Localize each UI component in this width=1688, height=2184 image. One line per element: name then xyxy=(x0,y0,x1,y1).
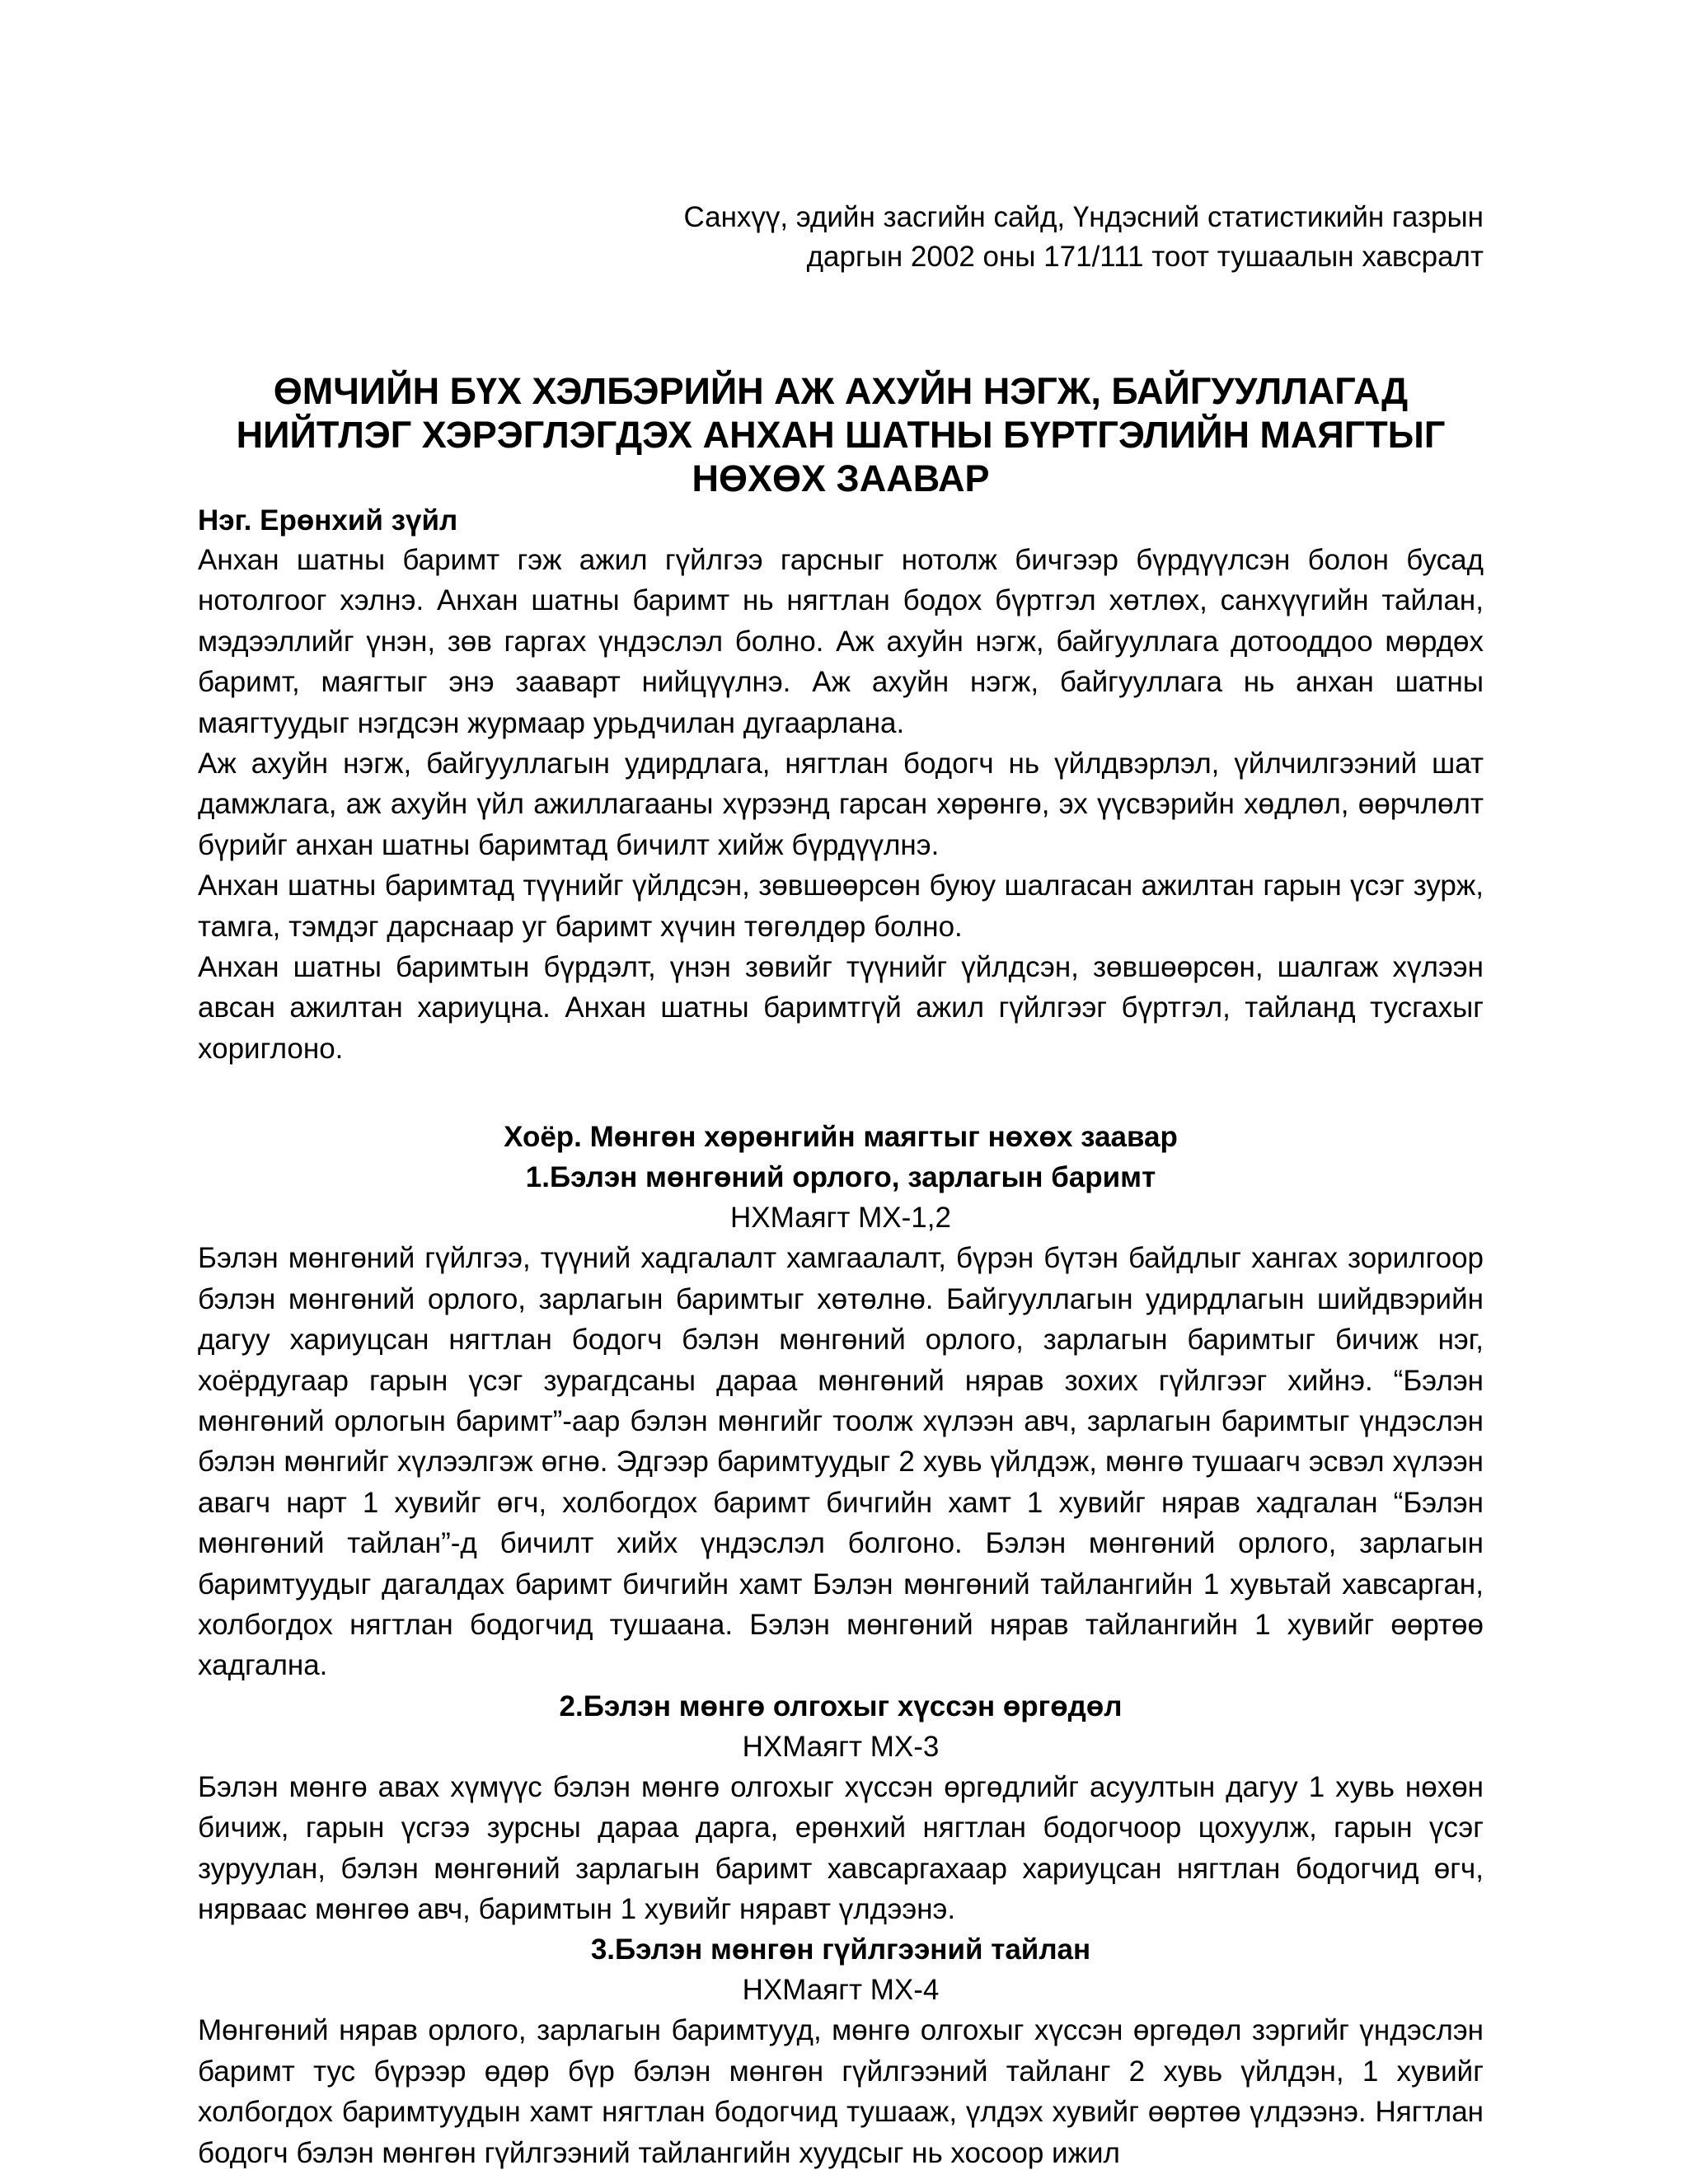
subsection-2-text: Бэлэн мөнгө авах хүмүүс бэлэн мөнгө олгохыг хүссэн өргөдлийг асуултын дагуу 1 хувь нөхөн бичиж, гарын үсгээ зурсны дараа дарга, ерөнхий нягтлан бодогчоор цохуулж, гарын үсэг зуруулан, бэлэн мөнгөний зарлагын баримт хавсаргахаар хариуцсан нягтлан бодогчид өгч, нярваас мөнгөө авч, баримтын 1 хувийг няравт үлдээнэ. xyxy=(198,1770,1484,1925)
document-page xyxy=(198,198,1484,2173)
header-note-line-2: даргын 2002 оны 171/111 тоот тушаалын хавсралт xyxy=(806,241,1484,273)
subsection-3-title: 3.Бэлэн мөнгөн гүйлгээний тайлан xyxy=(590,1933,1091,1966)
subsection-3-text: Мөнгөний нярав орлого, зарлагын баримтууд, мөнгө олгохыг хүссэн өргөдөл зэргийг үндэслэн баримт тус бүрээр өдөр бүр бэлэн мөнгөн гүйлгээний тайланг 2 хувь үйлдэн, 1 хувийг холбогдох баримтуудын хамт нягтлан бодогчид тушааж, үлдэх хувийг өөртөө үлдээнэ. Нягтлан бодогч бэлэн мөнгөн гүйлгээний тайлангийн хуудсыг нь хосоор ижил xyxy=(198,2014,1484,2169)
subsection-1-title: 1.Бэлэн мөнгөний орлого, зарлагын баримт xyxy=(525,1161,1156,1194)
section-1-heading: Нэг. Ерөнхий зүйл xyxy=(198,504,458,537)
document-title xyxy=(198,369,1484,500)
header-note xyxy=(198,198,1484,277)
section-1-paragraph-4: Анхан шатны баримтын бүрдэлт, үнэн зөвийг түүнийг үйлдсэн, зөвшөөрсөн, шалгаж хүлээн авсан ажилтан хариуцна. Анхан шатны баримтгүй ажил гүйлгээг бүртгэл, тайланд тусгахыг хориглоно. xyxy=(198,951,1484,1065)
section-spacer xyxy=(198,1069,1484,1117)
subsection-3-form-code: НХМаягт МХ-4 xyxy=(742,1974,940,2007)
subsection-1-text: Бэлэн мөнгөний гүйлгээ, түүний хадгалалт хамгаалалт, бүрэн бүтэн байдлыг хангах зорилгоор бэлэн мөнгөний орлого, зарлагын баримтыг хөтөлнө. Байгууллагын удирдлагын шийдвэрийн дагуу хариуцсан нягтлан бодогч бэлэн мөнгөний орлого, зарлагын баримтыг бичиж нэг, хоёрдугаар гарын үсэг зурагдсаны дараа мөнгөний нярав зохих гүйлгээг хийнэ. “Бэлэн мөнгөний орлогын баримт”-аар бэлэн мөнгийг тоолж хүлээн авч, зарлагын баримтыг үндэслэн бэлэн мөнгийг хүлээлгэж өгнө. Эдгээр баримтуудыг 2 хувь үйлдэж, мөнгө тушаагч эсвэл хүлээн авагч нарт 1 хувийг өгч, холбогдох баримт бичгийн хамт 1 хувийг нярав хадгалан “Бэлэн мөнгөний тайлан”-д бичилт хийх үндэслэл болгоно. Бэлэн мөнгөний орлого, зарлагын баримтуудыг дагалдах баримт бичгийн хамт Бэлэн мөнгөний тайлангийн 1 хувьтай хавсарган, холбогдох нягтлан бодогчид тушаана. Бэлэн мөнгөний нярав тайлангийн 1 хувийг өөртөө хадгална. xyxy=(198,1242,1484,1682)
title-line-2: НИЙТЛЭГ ХЭРЭГЛЭГДЭХ АНХАН ШАТНЫ БҮРТГЭЛИЙН МАЯГТЫГ xyxy=(236,414,1446,456)
header-note-line-1: Санхүү, эдийн засгийн сайд, Үндэсний статистикийн газрын xyxy=(683,201,1484,233)
subsection-2-form-code: НХМаягт МХ-3 xyxy=(742,1730,940,1763)
subsection-2-title: 2.Бэлэн мөнгө олгохыг хүссэн өргөдөл xyxy=(559,1690,1123,1722)
title-line-1: ӨМЧИЙН БҮХ ХЭЛБЭРИЙН АЖ АХУЙН НЭГЖ, БАЙГУУЛЛАГАД xyxy=(273,370,1409,412)
title-line-3: НӨХӨХ ЗААВАР xyxy=(692,457,990,499)
subsection-1-form-code: НХМаягт МХ-1,2 xyxy=(730,1202,951,1235)
section-1-paragraph-2: Аж ахуйн нэгж, байгууллагын удирдлага, нягтлан бодогч нь үйлдвэрлэл, үйлчилгээний шат дамжлага, аж ахуйн үйл ажиллагааны хүрээнд гарсан хөрөнгө, эх үүсвэрийн хөдлөл, өөрчлөлт бүрийг анхан шатны баримтад бичилт хийж бүрдүүлнэ. xyxy=(198,748,1484,861)
section-1-paragraph-3: Анхан шатны баримтад түүнийг үйлдсэн, зөвшөөрсөн буюу шалгасан ажилтан гарын үсэг зурж, тамга, тэмдэг дарснаар уг баримт хүчин төгөлдөр болно. xyxy=(198,869,1484,943)
section-1-paragraph-1: Анхан шатны баримт гэж ажил гүйлгээ гарсныг нотолж бичгээр бүрдүүлсэн болон бусад нотолгоог хэлнэ. Анхан шатны баримт нь нягтлан бодох бүртгэл хөтлөх, санхүүгийн тайлан, мэдээллийг үнэн, зөв гаргах үндэслэл болно. Аж ахуйн нэгж, байгууллага дотооддоо мөрдөх баримт, маягтыг энэ зааварт нийцүүлнэ. Аж ахуйн нэгж, байгууллага нь анхан шатны маягтуудыг нэгдсэн журмаар урьдчилан дугаарлана. xyxy=(198,544,1484,739)
section-2-heading: Хоёр. Мөнгөн хөрөнгийн маягтыг нөхөх заавар xyxy=(504,1121,1178,1154)
